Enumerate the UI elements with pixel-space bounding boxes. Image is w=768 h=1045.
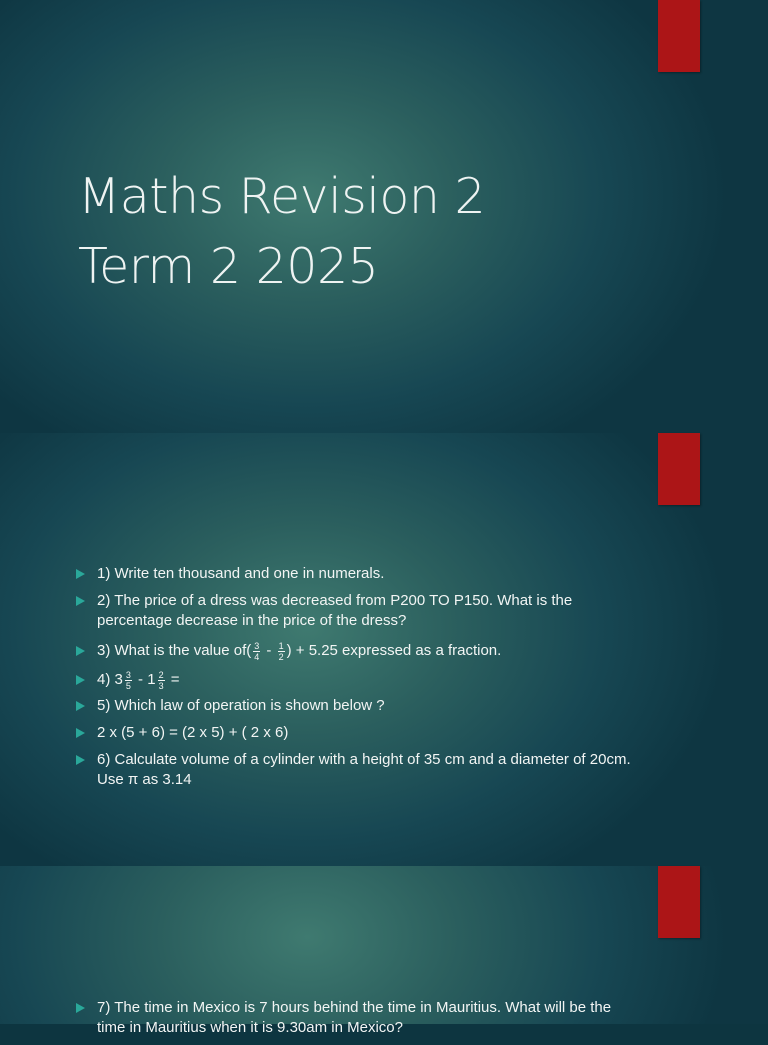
question-item <box>76 998 636 1038</box>
fraction-numerator: 2 <box>158 669 164 680</box>
question-text: 5) Which law of operation is shown below ? <box>97 697 385 714</box>
fraction-numerator: 3 <box>125 669 131 680</box>
question-text: 1) Write ten thousand and one in numerals. <box>97 565 385 582</box>
bullet-arrow-icon <box>76 728 85 738</box>
question-item <box>76 750 636 790</box>
fraction <box>158 670 165 691</box>
question-text-suffix: ) + 5.25 expressed as a fraction. <box>286 642 502 659</box>
question-item <box>76 723 636 743</box>
question-item <box>76 564 636 584</box>
question-text-operator: - <box>262 642 276 659</box>
question-item <box>76 591 636 631</box>
slide-questions-2 <box>0 866 768 1036</box>
fraction <box>253 641 260 662</box>
title-line-1: Maths Revision 2 <box>78 168 486 225</box>
fraction <box>125 670 132 691</box>
bullet-arrow-icon <box>76 569 85 579</box>
question-text-operator: - 1 <box>133 671 156 688</box>
bullet-arrow-icon <box>76 675 85 685</box>
slide-title-text <box>78 162 638 302</box>
question-text: 6) Calculate volume of a cylinder with a height of 35 cm and a diameter of 20cm. Use π as 3.14 <box>97 751 631 788</box>
question-item <box>76 667 636 693</box>
question-list <box>76 998 636 1045</box>
question-item <box>76 638 636 664</box>
question-text: 2) The price of a dress was decreased from P200 TO P150. What is the percentage decrease in the price of the dress? <box>97 592 573 629</box>
title-line-2: Term 2 2025 <box>78 238 379 295</box>
red-accent-tab <box>658 866 700 938</box>
red-accent-tab <box>658 0 700 72</box>
bullet-arrow-icon <box>76 755 85 765</box>
slide-questions-1 <box>0 433 768 866</box>
question-text-suffix: = <box>166 671 180 688</box>
fraction <box>278 641 285 662</box>
fraction-denominator: 4 <box>254 651 260 662</box>
bullet-arrow-icon <box>76 701 85 711</box>
question-text: 7) The time in Mexico is 7 hours behind the time in Mauritius. What will be the time in Mauritius when it is 9.30am in Mexico? <box>97 999 612 1036</box>
bullet-arrow-icon <box>76 596 85 606</box>
fraction-numerator: 1 <box>278 640 284 651</box>
fraction-denominator: 5 <box>125 680 131 691</box>
question-text: 2 x (5 + 6) = (2 x 5) + ( 2 x 6) <box>97 724 289 741</box>
slide-title <box>0 0 768 433</box>
bullet-arrow-icon <box>76 646 85 656</box>
question-item <box>76 696 636 716</box>
bullet-arrow-icon <box>76 1003 85 1013</box>
fraction-numerator: 3 <box>254 640 260 651</box>
fraction-denominator: 3 <box>158 680 164 691</box>
fraction-denominator: 2 <box>278 651 284 662</box>
red-accent-tab <box>658 433 700 505</box>
question-text-prefix: 4) 3 <box>97 671 123 688</box>
question-text-prefix: 3) What is the value of( <box>97 642 252 659</box>
question-list <box>76 564 636 797</box>
